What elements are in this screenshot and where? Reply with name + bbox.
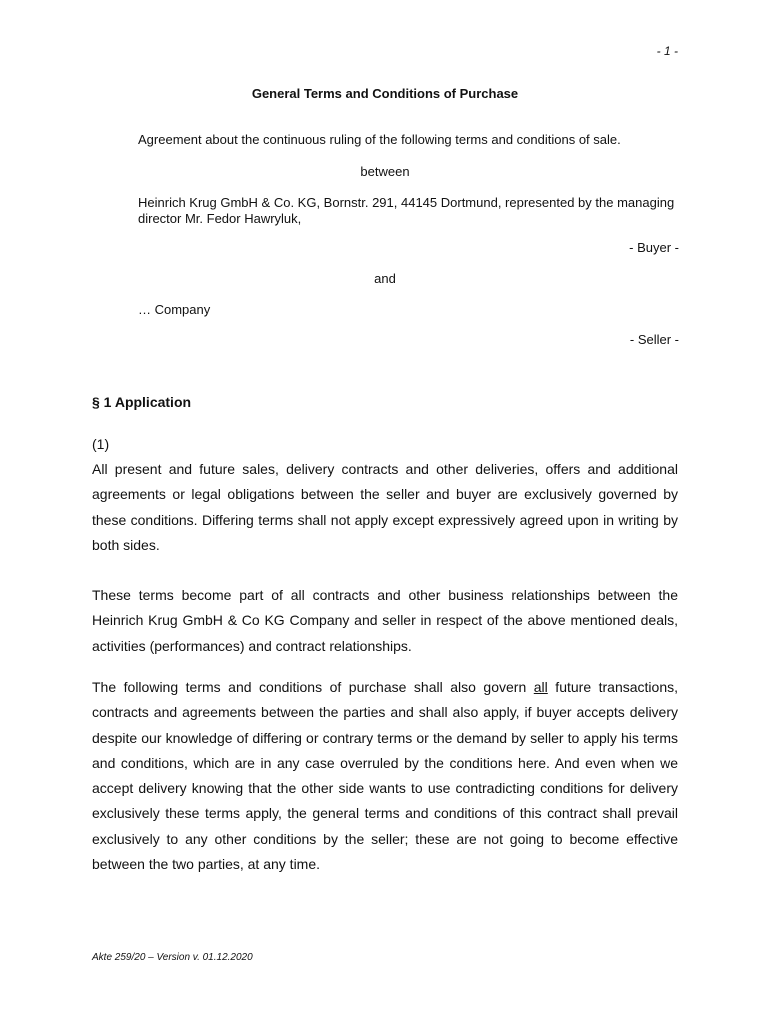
footer-version: Akte 259/20 – Version v. 01.12.2020 — [92, 952, 253, 963]
seller-role: - Seller - — [629, 332, 679, 347]
intro-text: Agreement about the continuous ruling of the following terms and conditions of sale. — [138, 132, 621, 147]
document-title: General Terms and Conditions of Purchase — [251, 86, 519, 101]
paragraph-3-end: future transactions, contracts and agreements between the parties and shall also apply, if buyer accepts delivery despite our knowledge of differing or contrary terms or the demand by seller to apply his terms and conditions, which are in any case overruled by the conditions here. And even when we accept delivery knowing that the other side wants to use contradicting conditions for delivery exclusively these terms apply, the general terms and conditions of this contract shall prevail exclusively to any other conditions by the seller; these are not going to become effective between the two parties, at any time. — [92, 679, 678, 873]
paragraph-1: All present and future sales, delivery contracts and other deliveries, offers and additional agreements or legal obligations between the seller and buyer are exclusively governed by these conditions. Differing terms shall not apply except expressively agreed upon in writing by both sides. — [92, 461, 678, 553]
page-number: - 1 - — [656, 44, 678, 58]
buyer-info: Heinrich Krug GmbH & Co. KG, Bornstr. 291, 44145 Dortmund, represented by the managing director Mr. Fedor Hawryluk, — [138, 195, 675, 226]
clause-number: (1) — [92, 436, 110, 452]
section-heading: § 1 Application — [92, 394, 192, 410]
between-text: between — [360, 164, 410, 179]
and-text: and — [374, 271, 396, 286]
paragraph-3-underlined: all — [533, 679, 548, 695]
paragraph-3-start: The following terms and conditions of purchase shall also govern — [92, 679, 534, 695]
paragraph-3 — [92, 675, 678, 877]
paragraph-2: These terms become part of all contracts and other business relationships between the Heinrich Krug GmbH & Co KG Company and seller in respect of the above mentioned deals, activities (performances) and contract relationships. — [92, 587, 678, 654]
buyer-role: - Buyer - — [629, 240, 679, 255]
seller-info: … Company — [138, 302, 211, 317]
